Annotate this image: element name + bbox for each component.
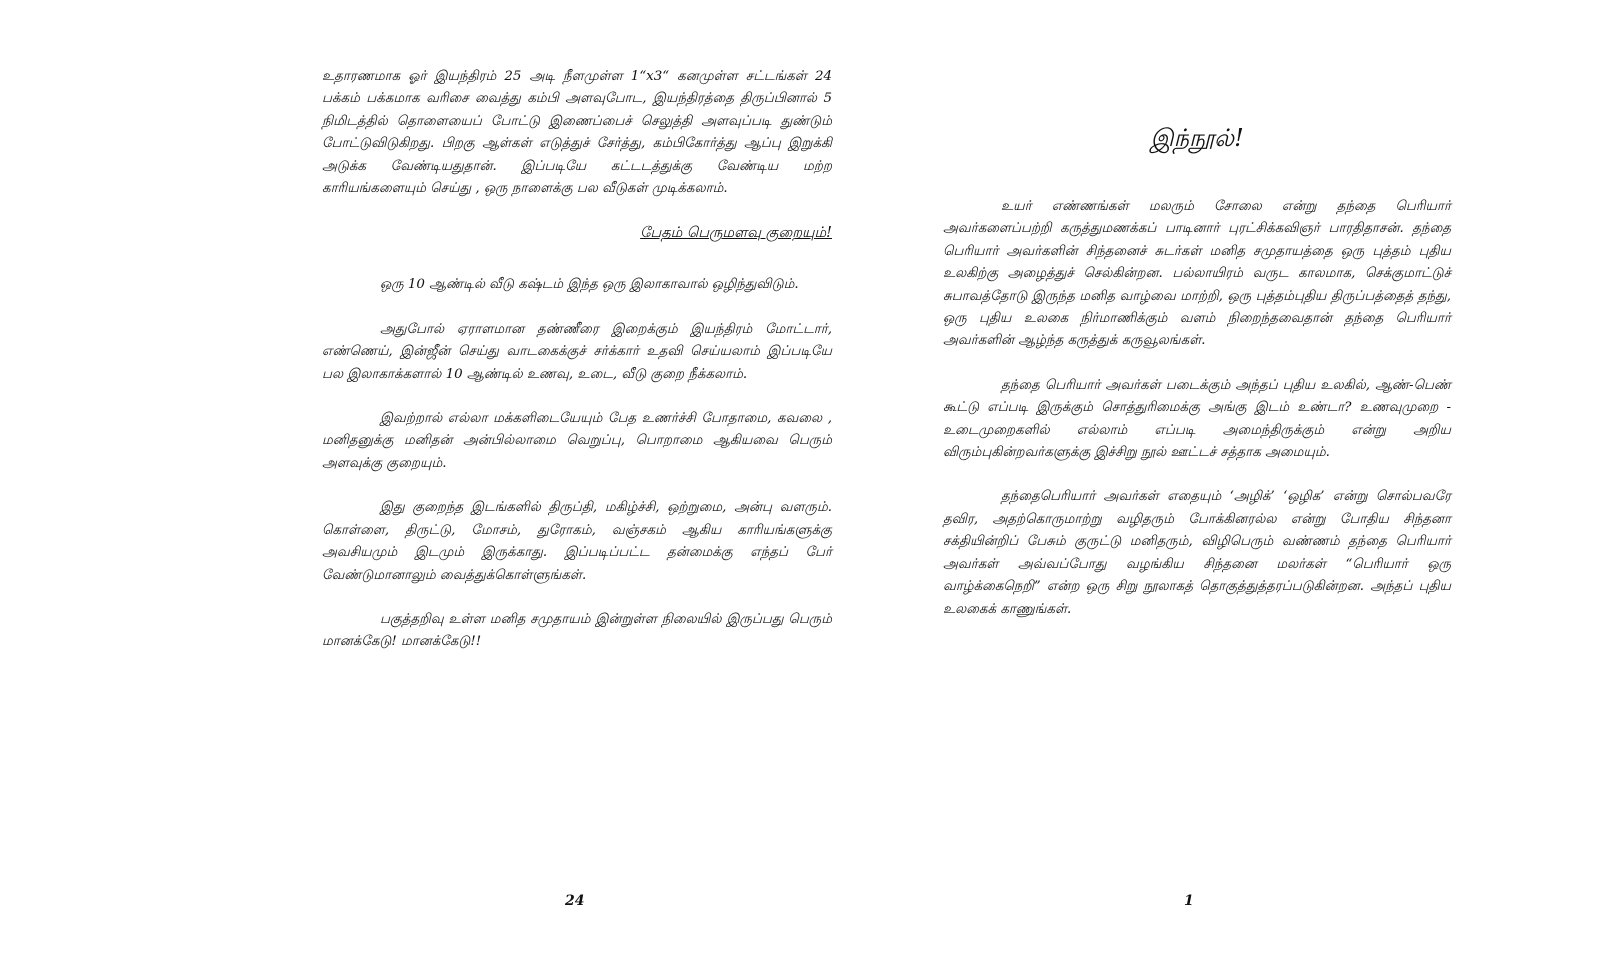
page-number: 1 (1184, 893, 1194, 909)
page-number: 24 (565, 893, 585, 909)
section-heading: பேதம் பெருமளவு குறையும்! (640, 225, 832, 242)
paragraph: உயர் எண்ணங்கள் மலரும் சோலை என்று தந்தை பெரியார் அவர்களைப்பற்றி கருத்துமணக்கப் பாடினார் புரட்சிக்கவிஞர் பாரதிதாசன். தந்தை பெரியார் அவர்களின் சிந்தனைச் சுடர்கள் மனித சமுதாயத்தை ஒரு புத்தம் புதிய உலகிற்கு அழைத்துச் செல்கின்றன. பல்லாயிரம் வருட காலமாக, செக்குமாட்டுச் சுபாவத்தோடு இருந்த மனித வாழ்வை மாற்றி, ஒரு புத்தம்புதிய திருப்பத்தைத் தந்து, ஒரு புதிய உலகை நிர்மாணிக்கும் வளம் நிறைந்தவைதான் தந்தை பெரியார் அவர்களின் ஆழ்ந்த கருத்துக் கருவூலங்கள். (943, 199, 1451, 349)
right-page-content (943, 196, 1451, 643)
paragraph: அதுபோல் ஏராளமான தண்ணீரை இறைக்கும் இயந்திரம் மோட்டார், எண்ணெய், இன்ஜீன் செய்து வாடகைக்குச் சர்க்கார் உதவி செய்யலாம் இப்படியே பல இலாகாக்களால் 10 ஆண்டில் உணவு, உடை, வீடு குறை நீக்கலாம். (322, 321, 832, 382)
paragraph: தந்தை பெரியார் அவர்கள் படைக்கும் அந்தப் புதிய உலகில், ஆண்-பெண் கூட்டு எப்படி இருக்கும் சொத்துரிமைக்கு அங்கு இடம் உண்டா? உணவுமுறை - உடைமுறைகளில் எல்லாம் எப்படி அமைந்திருக்கும் என்று அறிய விரும்புகின்றவர்களுக்கு இச்சிறு நூல் ஊட்டச் சத்தாக அமையும். (943, 377, 1451, 461)
paragraph: பகுத்தறிவு உள்ள மனித சமுதாயம் இன்றுள்ள நிலையில் இருப்பது பெரும் மானக்கேடு! மானக்கேடு!! (322, 611, 832, 650)
left-page-content (322, 66, 832, 676)
left-page (322, 0, 832, 971)
paragraph: இவற்றால் எல்லா மக்களிடையேயும் பேத உணர்ச்சி போதாமை, கவலை , மனிதனுக்கு மனிதன் அன்பில்லாமை வெறுப்பு, பொறாமை ஆகியவை பெரும் அளவுக்கு குறையும். (322, 411, 832, 471)
page-title: இந்நூல்! (1150, 124, 1244, 152)
right-page (943, 0, 1451, 971)
paragraph: இது குறைந்த இடங்களில் திருப்தி, மகிழ்ச்சி, ஒற்றுமை, அன்பு வளரும். கொள்ளை, திருட்டு, மோசம், துரோகம், வஞ்சகம் ஆகிய காரியங்களுக்கு அவசியமும் இடமும் இருக்காது. இப்படிப்பட்ட தன்மைக்கு எந்தப் பேர் வேண்டுமானாலும் வைத்துக்கொள்ளுங்கள். (322, 500, 832, 583)
paragraph: உதாரணமாக ஓர் இயந்திரம் 25 அடி நீளமுள்ள 1“x3“ கனமுள்ள சட்டங்கள் 24 பக்கம் பக்கமாக வரிசை வைத்து கம்பி அளவுபோட, இயந்திரத்தை திருப்பினால் 5 நிமிடத்தில் தொளையைப் போட்டு இணைப்பைச் செலுத்தி அளவுப்படி துண்டும் போட்டுவிடுகிறது. பிறகு ஆள்கள் எடுத்துச் சேர்த்து, கம்பிகோர்த்து ஆப்பு இறுக்கி அடுக்க வேண்டியதுதான். இப்படியே கட்டடத்துக்கு வேண்டிய மற்ற காரியங்களையும் செய்து , ஒரு நாளைக்கு பல வீடுகள் முடிக்கலாம். (322, 69, 832, 197)
paragraph: ஒரு 10 ஆண்டில் வீடு கஷ்டம் இந்த ஒரு இலாகாவால் ஒழிந்துவிடும். (380, 277, 799, 293)
paragraph: தந்தைபெரியார் அவர்கள் எதையும் ‘அழிக்’ ‘ஒழிக’ என்று சொல்பவரே தவிர, அதற்கொருமாற்று வழிதரும் போக்கினரல்ல என்று போதிய சிந்தனா சக்தியின்றிப் பேசும் குருட்டு மனிதரும், விழிபெரும் வண்ணம் தந்தை பெரியார் அவர்கள் அவ்வப்போது வழங்கிய சிந்தனை மலர்கள் “பெரியார் ஒரு வாழ்க்கைநெறி” என்ற ஒரு சிறு நூலாகத் தொகுத்துத்தரப்படுகின்றன. அந்தப் புதிய உலகைக் காணுங்கள். (943, 489, 1451, 617)
